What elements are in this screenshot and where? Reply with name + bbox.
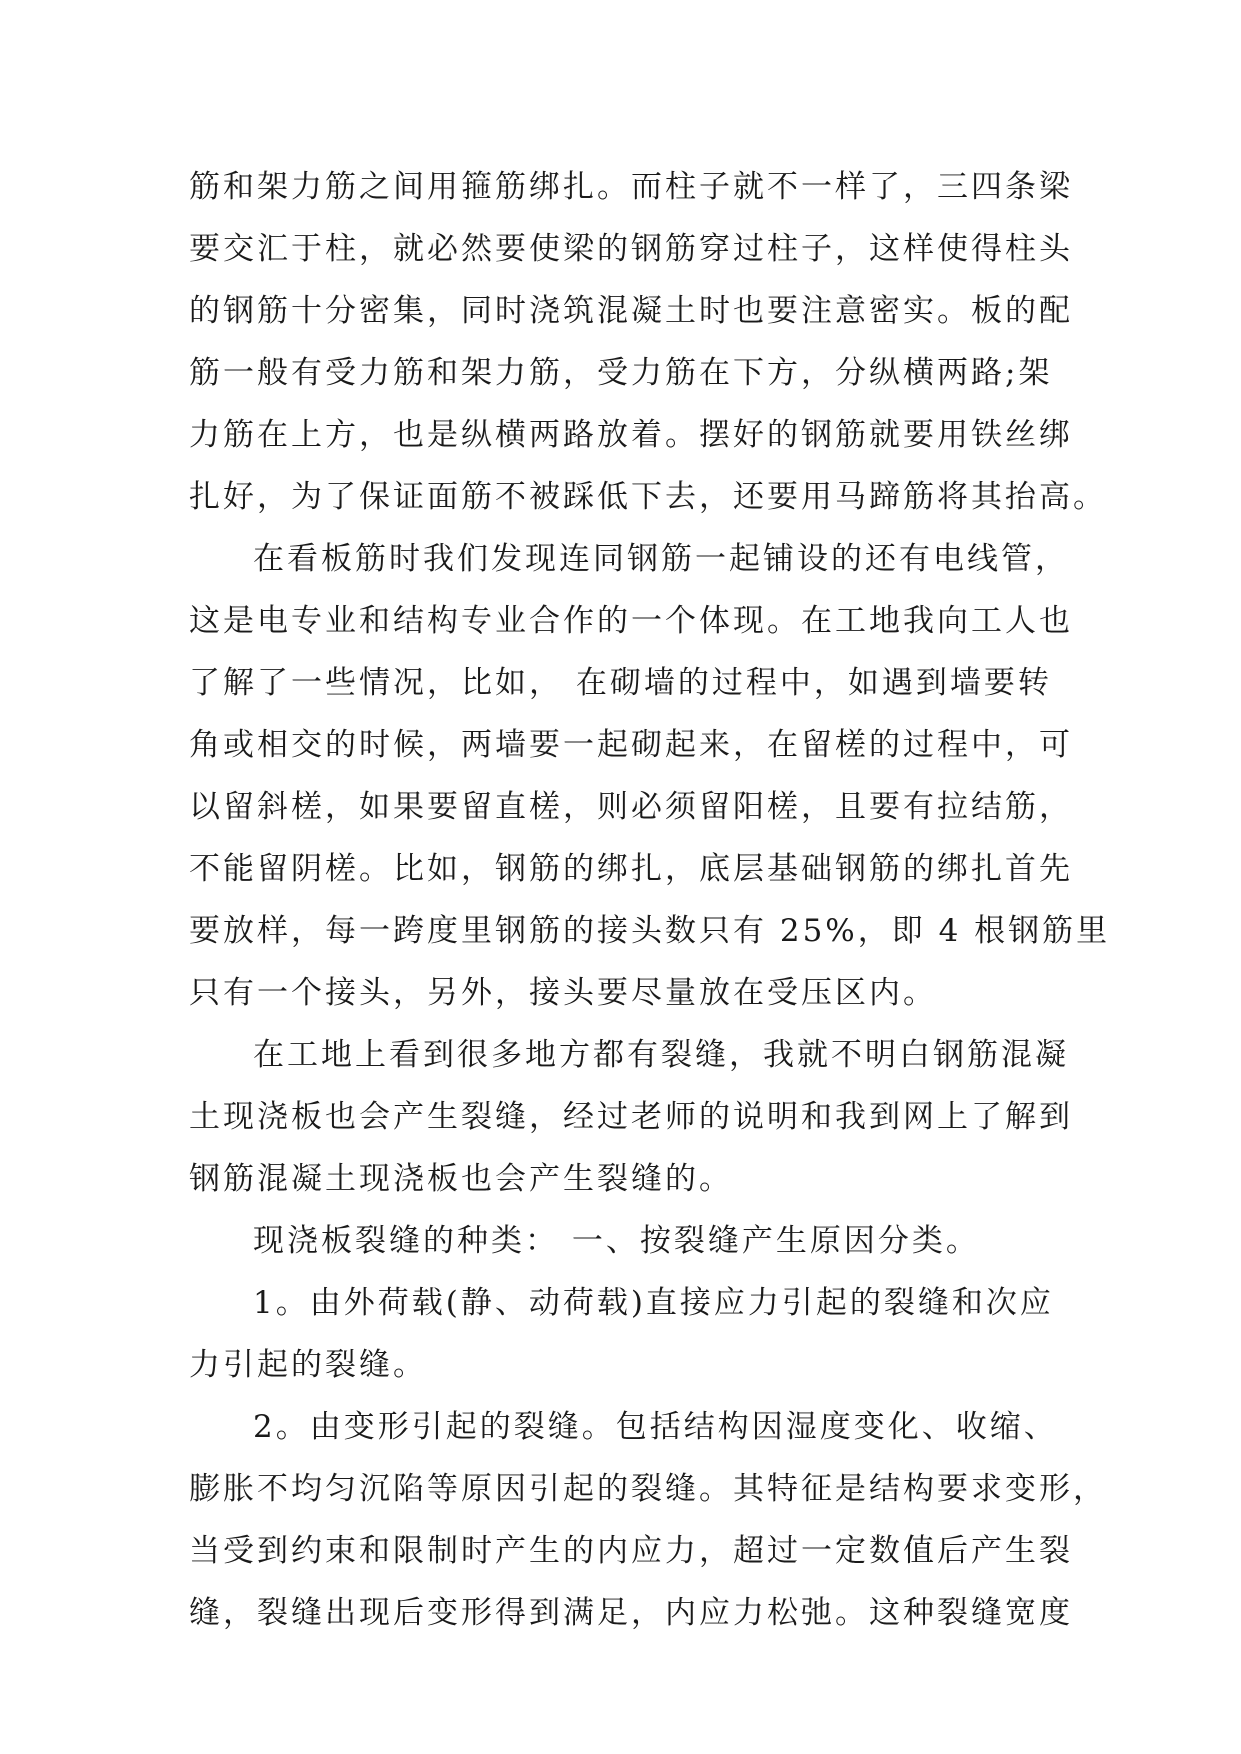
text-line: 在看板筋时我们发现连同钢筋一起铺设的还有电线管， (253, 541, 1069, 577)
text-line: 只有一个接头，另外，接头要尽量放在受压区内。 (189, 975, 937, 1011)
text-line: 力筋在上方，也是纵横两路放着。摆好的钢筋就要用铁丝绑 (189, 417, 1073, 453)
text-line: 要放样，每一跨度里钢筋的接头数只有 25%，即 4 根钢筋里 (189, 913, 1111, 949)
text-line: 钢筋混凝土现浇板也会产生裂缝的。 (189, 1161, 733, 1197)
text-line: 缝，裂缝出现后变形得到满足，内应力松弛。这种裂缝宽度 (189, 1595, 1073, 1631)
text-line: 2。由变形引起的裂缝。包括结构因湿度变化、收缩、 (253, 1409, 1058, 1445)
text-line: 膨胀不均匀沉陷等原因引起的裂缝。其特征是结构要求变形， (189, 1471, 1107, 1507)
text-line: 不能留阴槎。比如，钢筋的绑扎，底层基础钢筋的绑扎首先 (189, 851, 1073, 887)
text-line: 土现浇板也会产生裂缝，经过老师的说明和我到网上了解到 (189, 1099, 1073, 1135)
text-line: 在工地上看到很多地方都有裂缝，我就不明白钢筋混凝 (253, 1037, 1069, 1073)
text-line: 当受到约束和限制时产生的内应力，超过一定数值后产生裂 (189, 1533, 1073, 1569)
body-text (189, 156, 1111, 1644)
text-line: 1。由外荷载(静、动荷载)直接应力引起的裂缝和次应 (253, 1285, 1054, 1321)
text-line: 现浇板裂缝的种类： 一、按裂缝产生原因分类。 (253, 1223, 980, 1259)
text-line: 了解了一些情况，比如， 在砌墙的过程中，如遇到墙要转 (189, 665, 1052, 701)
text-line: 筋一般有受力筋和架力筋，受力筋在下方，分纵横两路;架 (189, 355, 1053, 391)
text-line: 这是电专业和结构专业合作的一个体现。在工地我向工人也 (189, 603, 1073, 639)
text-line: 力引起的裂缝。 (189, 1347, 427, 1383)
text-line: 角或相交的时候，两墙要一起砌起来，在留槎的过程中，可 (189, 727, 1073, 763)
text-line: 以留斜槎，如果要留直槎，则必须留阳槎，且要有拉结筋， (189, 789, 1073, 825)
text-line: 扎好，为了保证面筋不被踩低下去，还要用马蹄筋将其抬高。 (189, 479, 1107, 515)
text-line: 的钢筋十分密集，同时浇筑混凝土时也要注意密实。板的配 (189, 293, 1073, 329)
text-line: 要交汇于柱，就必然要使梁的钢筋穿过柱子，这样使得柱头 (189, 231, 1073, 267)
text-line: 筋和架力筋之间用箍筋绑扎。而柱子就不一样了，三四条梁 (189, 169, 1073, 205)
